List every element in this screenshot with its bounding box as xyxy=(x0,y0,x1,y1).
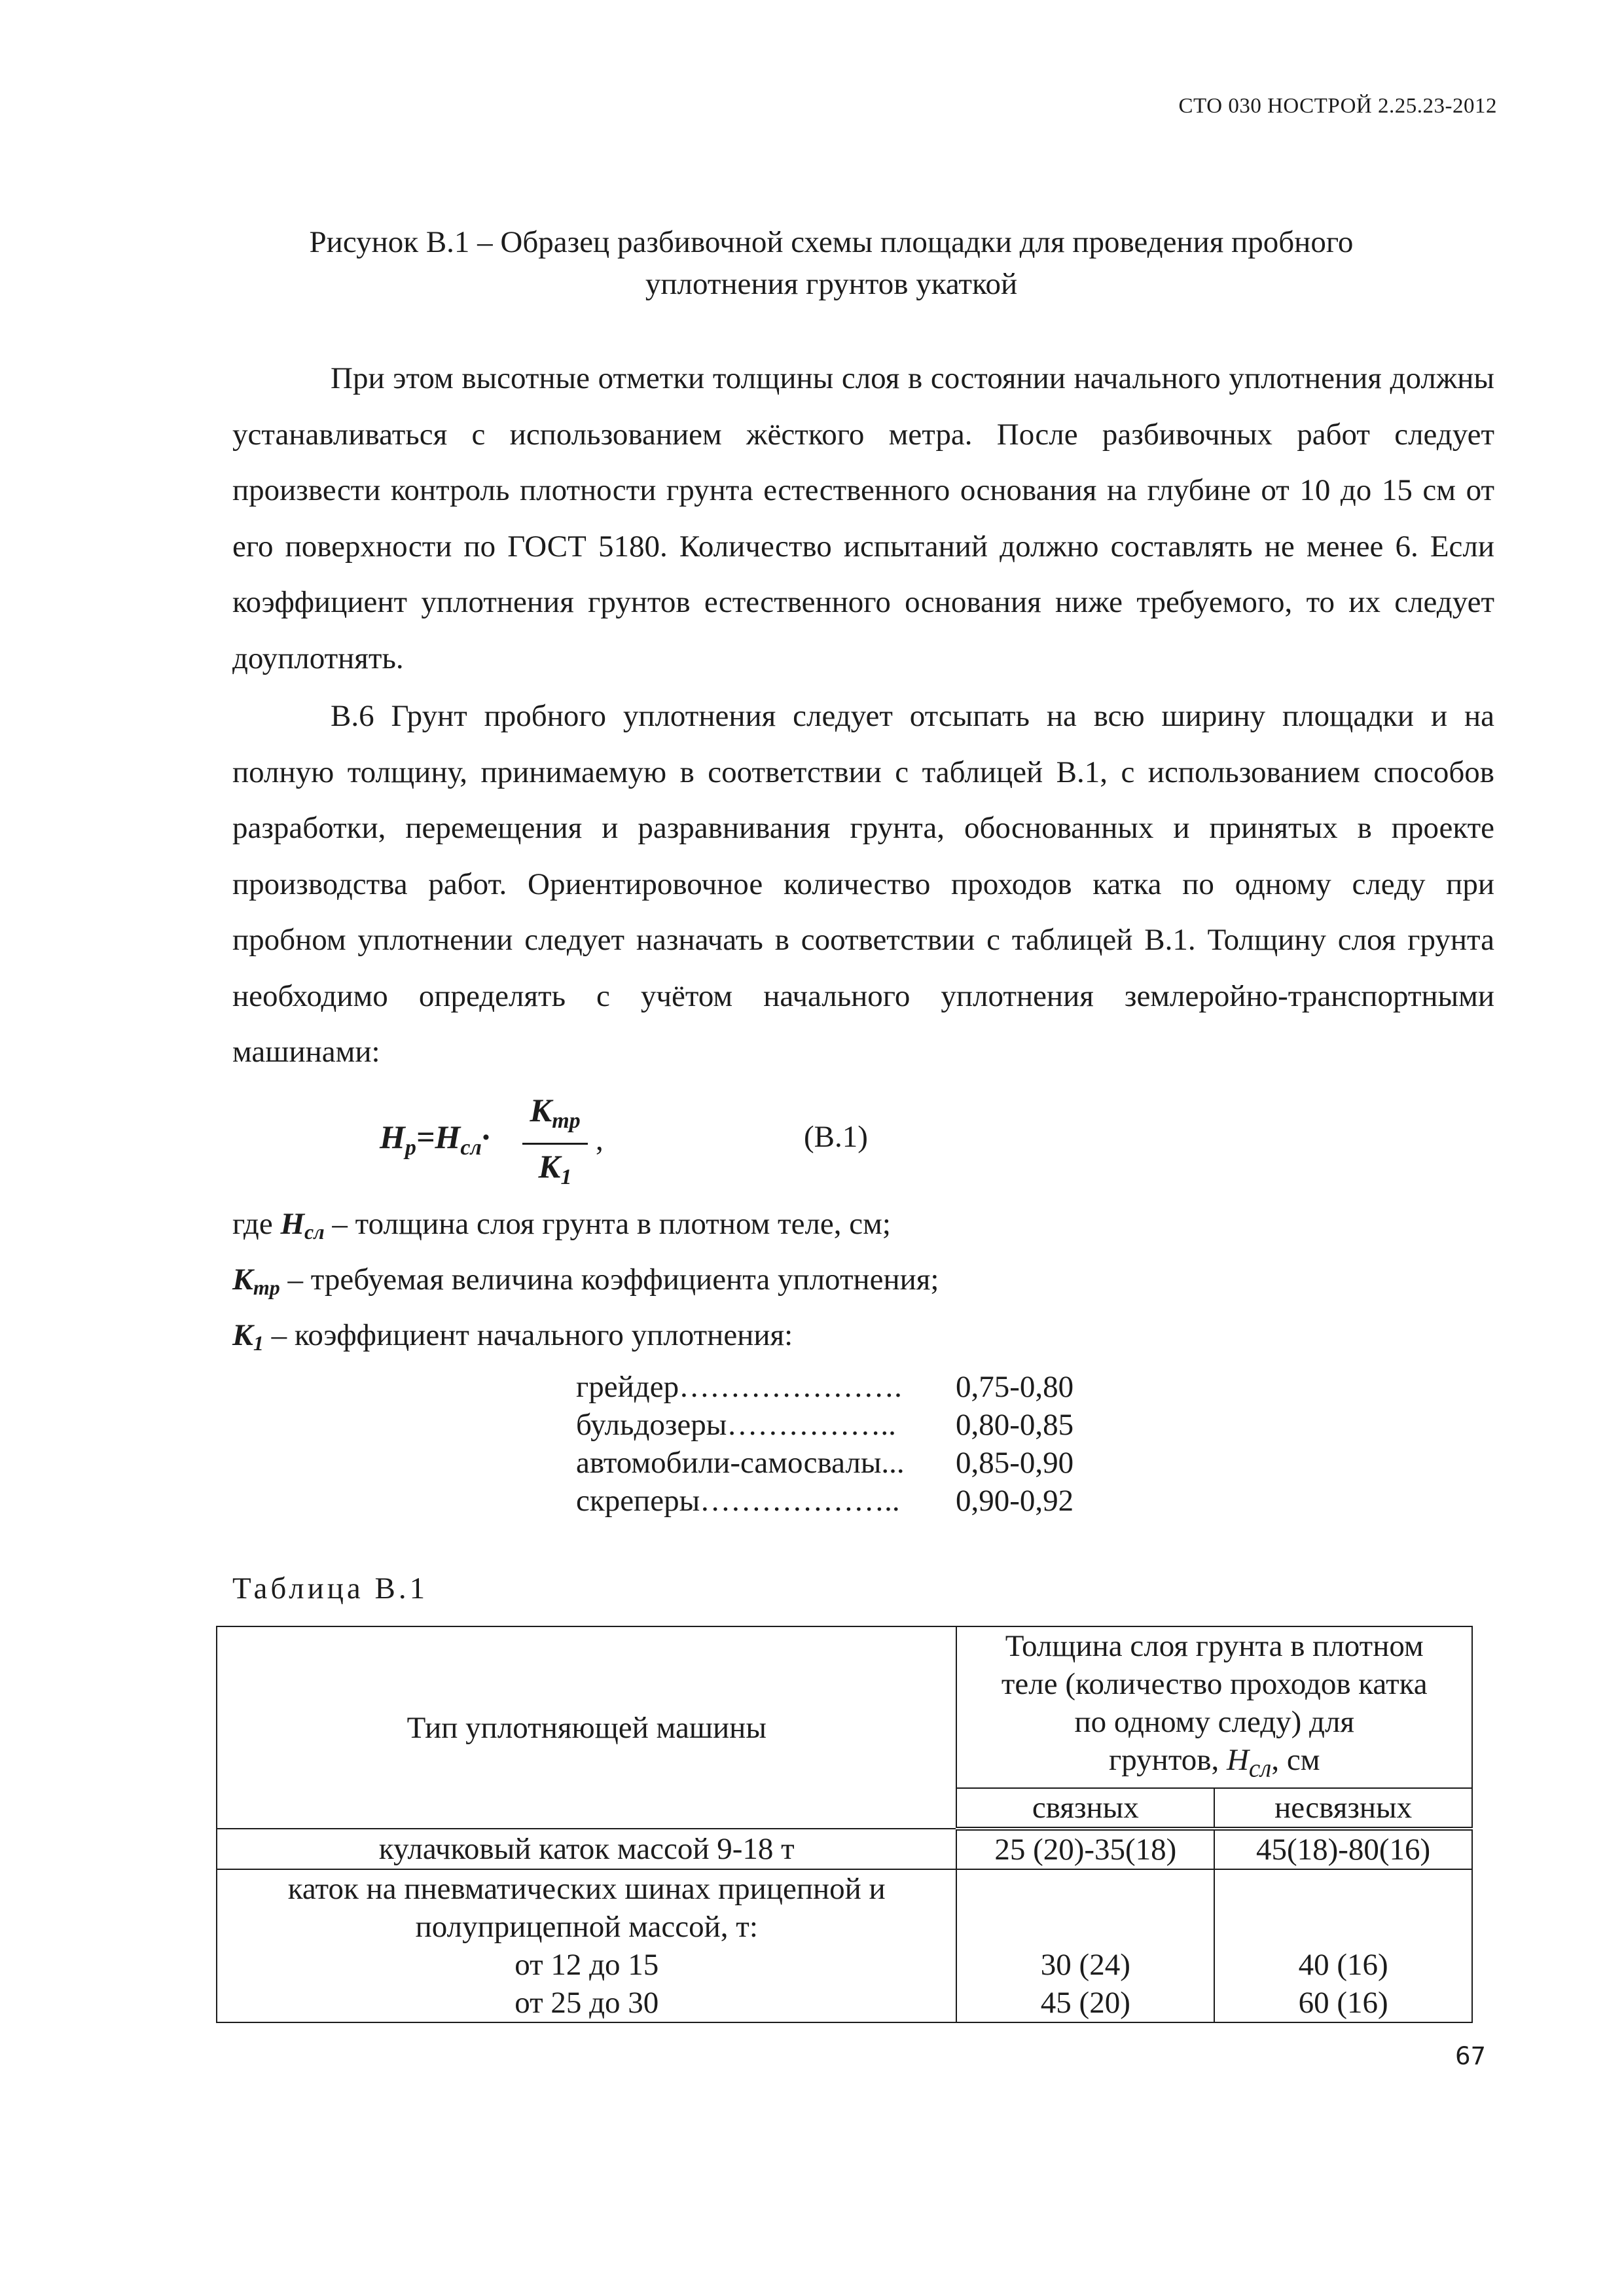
coefficient-value: 0,90-0,92 xyxy=(956,1484,1074,1518)
header-text: , см xyxy=(1271,1743,1320,1777)
definition-k1 xyxy=(232,1316,793,1363)
formula-denominator xyxy=(522,1146,588,1198)
header-symbol xyxy=(1226,1743,1272,1783)
col-header-cohesive: связных xyxy=(956,1788,1214,1829)
cell-line: 45 (20) xyxy=(1040,1986,1130,2020)
col-header-machine-type: Тип уплотняющей машины xyxy=(217,1626,956,1829)
formula-number: (В.1) xyxy=(804,1120,868,1154)
definition-symbol-subscript: 1 xyxy=(253,1331,264,1355)
coefficient-value: 0,75-0,80 xyxy=(956,1370,1074,1404)
list-item xyxy=(576,1406,1074,1444)
table-title: Таблица В.1 xyxy=(232,1571,429,1605)
definition-text: – коэффициент начального уплотнения: xyxy=(263,1318,793,1352)
machine-name: скреперы……………….. xyxy=(576,1484,900,1518)
table-cell-noncohesive: 45(18)-80(16) xyxy=(1214,1829,1472,1869)
cell-line: 30 (24) xyxy=(1040,1948,1130,1982)
formula-symbol: H xyxy=(380,1119,405,1155)
cell-line: 40 (16) xyxy=(1298,1948,1388,1982)
definition-symbol xyxy=(232,1318,264,1355)
figure-caption xyxy=(196,221,1466,305)
definition-symbol-letter: К xyxy=(232,1263,253,1297)
coefficient-value: 0,80-0,85 xyxy=(956,1408,1074,1442)
list-item xyxy=(576,1482,1074,1520)
formula-numerator xyxy=(522,1090,588,1141)
fraction-bar xyxy=(522,1143,588,1145)
table-header-row xyxy=(217,1626,1472,1788)
header-text: грунтов, xyxy=(1109,1743,1227,1777)
header-line: по одному следу) для xyxy=(1074,1705,1355,1739)
definition-symbol-subscript: тр xyxy=(253,1276,280,1299)
table-cell-cohesive xyxy=(956,1869,1214,2022)
cell-line: от 25 до 30 xyxy=(514,1986,659,2020)
paragraph-b6: В.6 Грунт пробного уплотнения следует отсыпать на всю ширину площадки и на полную толщину, принимаемую в соответствии с таблицей В.1, с использованием способов разработки, перемещения и разравнивания грунта, обоснованных и принятых в проекте производства работ. Ориентировочное количество проходов катка по одному следу при пробном уплотнении следует назначать в соответствии с таблицей В.1. Толщину слоя грунта необходимо определять с учётом начального уплотнения землеройно-транспортными машинами: xyxy=(232,699,1494,1069)
list-item xyxy=(576,1444,1074,1482)
paragraph-height-marks: При этом высотные отметки толщины слоя в состоянии начального уплотнения должны устанавливаться с использованием жёсткого метра. После разбивочных работ следует произвести контроль плотности грунта естественного основания на глубине от 10 до 15 см от его поверхности по ГОСТ 5180. Количество испытаний должно составлять не менее 6. Если коэффициент уплотнения грунтов естественного основания ниже требуемого, то их следует доуплотнять. xyxy=(232,361,1494,675)
list-item xyxy=(576,1368,1074,1406)
formula-symbol: К xyxy=(538,1148,561,1185)
formula-operator: · xyxy=(481,1119,490,1155)
col-header-noncohesive: несвязных xyxy=(1214,1788,1472,1829)
machine-name: автомобили-самосвалы... xyxy=(576,1446,905,1480)
header-line xyxy=(964,1741,1465,1787)
table-cell-noncohesive xyxy=(1214,1869,1472,2022)
table-cell-cohesive: 25 (20)-35(18) xyxy=(956,1829,1214,1869)
definition-h-sl xyxy=(232,1204,891,1251)
machine-name: грейдер…………………. xyxy=(576,1370,902,1404)
definition-symbol xyxy=(280,1207,325,1244)
cell-line: 60 (16) xyxy=(1298,1986,1388,2020)
table-row xyxy=(217,1869,1472,2022)
definition-text: – требуемая величина коэффициента уплотнения; xyxy=(280,1263,939,1297)
formula-lhs xyxy=(380,1118,490,1160)
figure-caption-line: Рисунок В.1 – Образец разбивочной схемы площадки для проведения пробного xyxy=(309,225,1354,259)
definition-symbol-letter: H xyxy=(280,1207,305,1241)
cell-line: каток на пневматических шинах прицепной и xyxy=(287,1872,886,1907)
formula-symbol: К xyxy=(530,1092,552,1128)
formula-subscript: сл xyxy=(460,1136,482,1160)
header-symbol-letter: H xyxy=(1226,1743,1249,1777)
document-code: СТО 030 НОСТРОЙ 2.25.23-2012 xyxy=(1178,94,1497,118)
formula-comma: , xyxy=(596,1123,604,1157)
header-line: Толщина слоя грунта в плотном xyxy=(1005,1629,1424,1663)
machine-name: бульдозеры…………….. xyxy=(576,1408,896,1442)
definition-text: – толщина слоя грунта в плотном теле, см; xyxy=(324,1207,891,1241)
formula-subscript: 1 xyxy=(560,1165,572,1189)
page-number: 67 xyxy=(1455,2042,1487,2070)
formula-subscript: тр xyxy=(552,1109,581,1133)
definition-symbol xyxy=(232,1263,280,1297)
definition-prefix: где xyxy=(232,1207,281,1241)
definition-symbol-subscript: сл xyxy=(304,1220,325,1244)
table-cell-machine: кулачковый каток массой 9-18 т xyxy=(217,1829,956,1869)
compaction-table xyxy=(216,1626,1473,2023)
col-header-layer-thickness xyxy=(956,1626,1472,1788)
definition-k-tr xyxy=(232,1260,939,1307)
formula-fraction xyxy=(522,1090,588,1198)
formula-subscript: р xyxy=(405,1136,416,1160)
table-cell-machine xyxy=(217,1869,956,2022)
initial-compaction-list xyxy=(576,1368,1074,1520)
coefficient-value: 0,85-0,90 xyxy=(956,1446,1074,1480)
cell-line: от 12 до 15 xyxy=(514,1948,659,1982)
definition-symbol-letter: К xyxy=(232,1318,253,1352)
figure-caption-line: уплотнения грунтов укаткой xyxy=(645,267,1018,301)
formula-operator: = xyxy=(416,1119,435,1155)
header-line: теле (количество проходов катка xyxy=(1001,1667,1428,1701)
table-row xyxy=(217,1829,1472,1869)
formula-symbol: H xyxy=(435,1119,461,1155)
cell-line: полуприцепной массой, т: xyxy=(415,1910,758,1945)
header-symbol-subscript: сл xyxy=(1248,1754,1272,1783)
